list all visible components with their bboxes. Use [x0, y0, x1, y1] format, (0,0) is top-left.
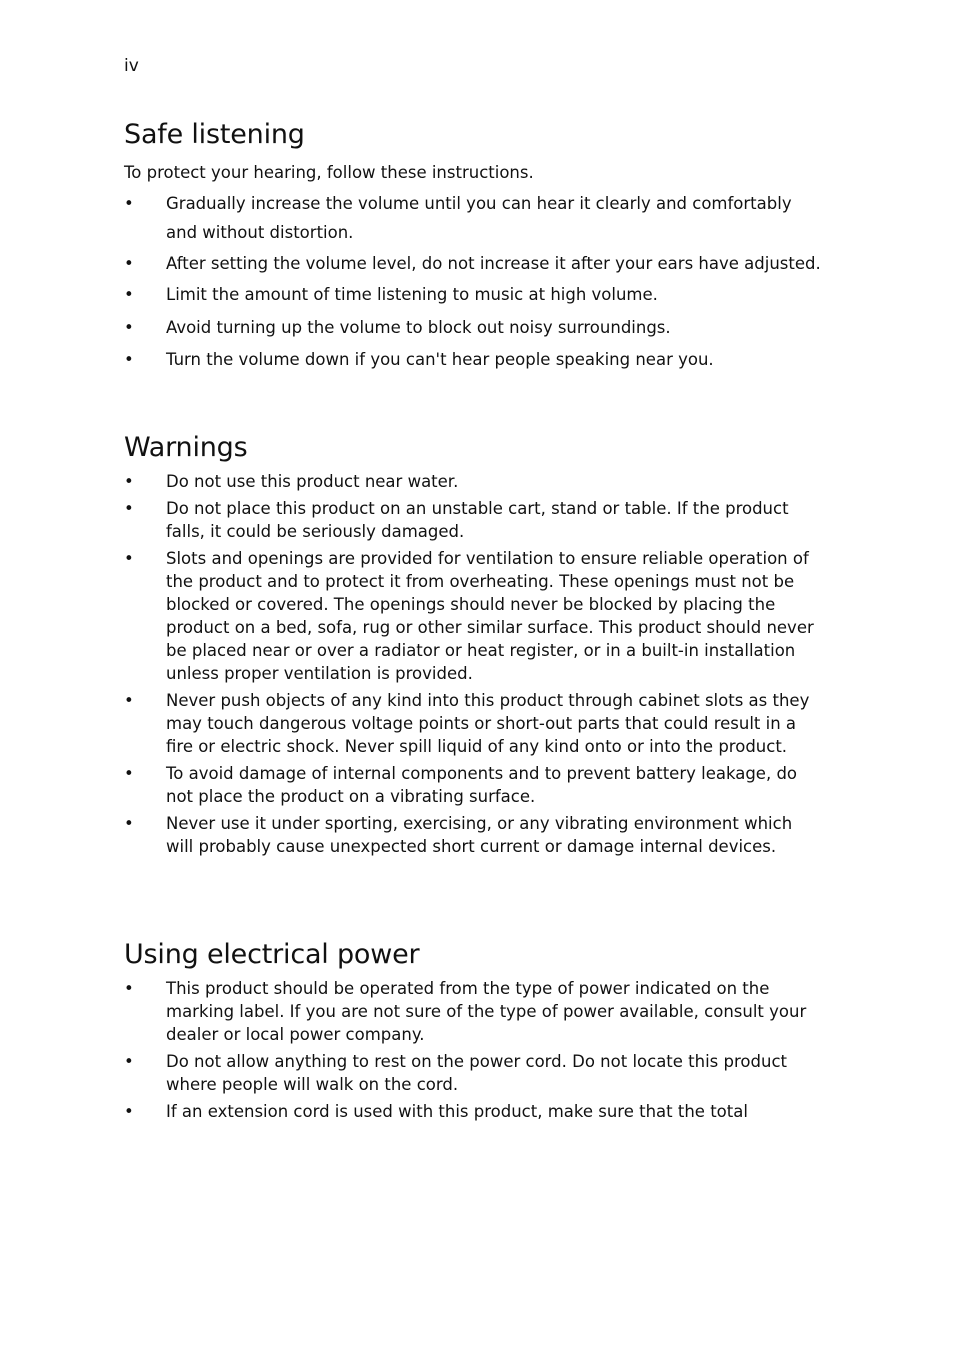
electrical-power-list — [124, 977, 824, 1127]
list-item-text: If an extension cord is used with this product, make sure that the total — [166, 1102, 748, 1121]
list-item — [124, 1100, 824, 1123]
list-item — [124, 812, 824, 858]
list-item — [124, 280, 824, 309]
bullet-icon: • — [124, 350, 134, 369]
bullet-icon: • — [124, 499, 134, 518]
list-item-text: Limit the amount of time listening to music at high volume. — [166, 285, 658, 304]
bullet-icon: • — [124, 317, 134, 337]
list-item-text: To avoid damage of internal components and to prevent battery leakage, do not place the product on a vibrating surface. — [166, 764, 798, 806]
section-title-electrical-power: Using electrical power — [124, 939, 420, 970]
list-item — [124, 345, 824, 374]
list-item-text: Gradually increase the volume until you can hear it clearly and comfortably and without distortion. — [166, 194, 792, 242]
bullet-icon: • — [124, 764, 134, 783]
bullet-icon: • — [124, 194, 134, 213]
list-item — [124, 313, 824, 342]
bullet-icon: • — [124, 549, 134, 568]
list-item-text: Do not allow anything to rest on the power cord. Do not locate this product where people will walk on the cord. — [166, 1052, 787, 1094]
list-item — [124, 1050, 824, 1096]
list-item — [124, 547, 824, 685]
list-item-text: Never use it under sporting, exercising, or any vibrating environment which will probably cause unexpected short current or damage internal devices. — [166, 814, 793, 856]
list-item-text: Do not place this product on an unstable cart, stand or table. If the product falls, it could be seriously damaged. — [166, 499, 789, 541]
list-item — [124, 470, 824, 493]
section-title-warnings: Warnings — [124, 432, 248, 463]
list-item — [124, 249, 824, 278]
bullet-icon: • — [124, 1052, 134, 1071]
list-item-text: Do not use this product near water. — [166, 472, 459, 491]
bullet-icon: • — [124, 814, 134, 833]
list-item — [124, 689, 824, 758]
list-item — [124, 497, 824, 543]
list-item — [124, 977, 824, 1046]
list-item — [124, 189, 824, 247]
list-item-text: This product should be operated from the type of power indicated on the marking label. If you are not sure of the type of power available, consult your dealer or local power company. — [166, 979, 807, 1044]
bullet-icon: • — [124, 979, 134, 998]
bullet-icon: • — [124, 691, 134, 710]
list-item-text: After setting the volume level, do not increase it after your ears have adjusted. — [166, 254, 821, 273]
safe-listening-intro: To protect your hearing, follow these instructions. — [124, 163, 534, 182]
list-item-text: Turn the volume down if you can't hear people speaking near you. — [166, 350, 714, 369]
list-item-text: Avoid turning up the volume to block out noisy surroundings. — [166, 317, 671, 337]
page-number: iv — [124, 56, 139, 76]
list-item — [124, 762, 824, 808]
list-item-text: Slots and openings are provided for ventilation to ensure reliable operation of the product and to protect it from overheating. These openings must not be blocked or covered. The openings should never be blocked by placing the product on a bed, sofa, rug or other similar surface. This product should never be placed near or over a radiator or heat register, or in a built-in installation unless proper ventilation is provided. — [166, 549, 814, 683]
bullet-icon: • — [124, 1102, 134, 1121]
warnings-list — [124, 470, 824, 862]
list-item-text: Never push objects of any kind into this product through cabinet slots as they may touch dangerous voltage points or short-out parts that could result in a fire or electric shock. Never spill liquid of any kind onto or into the product. — [166, 691, 810, 756]
section-title-safe-listening: Safe listening — [124, 119, 305, 150]
bullet-icon: • — [124, 285, 134, 304]
bullet-icon: • — [124, 472, 134, 491]
bullet-icon: • — [124, 254, 134, 273]
safe-listening-list — [124, 189, 824, 378]
